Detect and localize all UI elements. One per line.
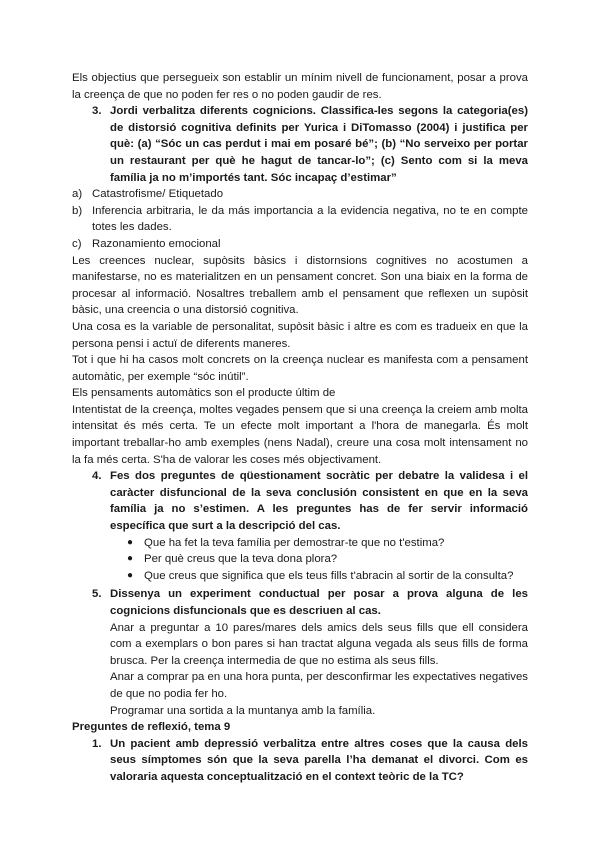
section-title: Preguntes de reflexió, tema 9 <box>72 721 231 734</box>
question-4 <box>72 468 528 534</box>
question-3-text: Jordi verbalitza diferents cognicions. Classifica-les segons la categoria(es) de distorsió cognitiva definits per Yurica i DiTomasso (2004) i justifica per què: (a) “Sóc un cas perdut i mai em posaré bé”; (b) “No serveixo per portar un restaurant per què he hagut de tancar-lo”; (c) Sento com si la meva família ja no m’importés tant. Sóc incapaç d’estimar” <box>110 105 528 184</box>
body-paragraph: Els pensaments automàtics son el producte últim de <box>72 387 336 400</box>
list-item-text: Que creus que significa que els teus fills t'abracin al sortir de la consulta? <box>144 569 514 582</box>
question-4-text: Fes dos preguntes de qüestionament socràtic per debatre la validesa i el caràcter disfuncional de la seva conclusión consistent en que en la seva família ja no s’estimen. A les preguntes has de fer servir informació específica que surt a la descripció del cas. <box>110 470 528 533</box>
list-item <box>72 551 528 568</box>
list-item-text: Per què creus que la teva dona plora? <box>144 553 338 566</box>
body-paragraph: Intentistat de la creença, moltes vegades pensem que si una creença la creiem amb molta intensitat és més certa. Te un efecte molt important a l'hora de manegarla. És molt important treballar-ho amb exemples (nens Nadal), creure una cosa molt intensament no la fa més certa. S'ha de valorar les coses més objectivament. <box>72 403 528 466</box>
intro-paragraph: Els objectius que persegueix son establir un mínim nivell de funcionament, posar a prova la creença de que no poden fer res o no poden gaudir de res. <box>72 72 528 101</box>
question-5-number: 5. <box>92 588 102 601</box>
question-3-number: 3. <box>92 105 102 118</box>
body-paragraph: Tot i que hi ha casos molt concrets on la creença nuclear es manifesta com a pensament automàtic, per exemple “sóc inútil”. <box>72 354 528 383</box>
document-body <box>72 70 528 786</box>
list-item-text: Que ha fet la teva família per demostrar-te que no t'estima? <box>144 536 445 549</box>
answer-text: Catastrofisme/ Etiquetado <box>92 188 224 201</box>
body-paragraph: Les creences nuclear, supòsits bàsics i distornsions cognitives no acostumen a manifestarse, no es materialitzen en un pensament concret. Son una biaix en la forma de procesar al informació. Nosaltres treballem amb el pensament que reflexen un supòsit bàsic, una creencia o una distorsió cognitiva. <box>72 254 528 317</box>
answer-letter: c) <box>72 237 82 250</box>
list-item <box>72 568 528 585</box>
bullet-icon: ● <box>127 569 134 581</box>
bullet-icon: ● <box>127 536 134 548</box>
answer-letter: a) <box>72 188 83 201</box>
answer-3a <box>72 186 528 203</box>
answer-3c <box>72 236 528 253</box>
question-1-number: 1. <box>92 737 102 750</box>
body-paragraph: Una cosa es la variable de personalitat, supòsit bàsic i altre es com es tradueix en que la persona pensi i actuï de diferents maneres. <box>72 320 528 350</box>
answer-text: Razonamiento emocional <box>92 237 221 250</box>
question-3 <box>72 103 528 186</box>
answer-letter: b) <box>72 204 83 217</box>
question-5-text: Dissenya un experiment conductual per posar a prova alguna de les cognicions disfuncionals que es descriuen al cas. <box>110 588 528 617</box>
answer-paragraph: Programar una sortida a la muntanya amb la família. <box>110 704 376 717</box>
question-5 <box>72 586 528 619</box>
question-1-text: Un pacient amb depressió verbalitza entre altres coses que la causa dels seus símptomes són que la seva parella l’ha demanat el divorci. Com es valoraria aquesta conceptualització en el context teòric de la TC? <box>110 737 528 783</box>
question-1 <box>72 736 528 786</box>
answer-paragraph: Anar a preguntar a 10 pares/mares dels amics dels seus fills que ell considera com a exemplars o bon pares si han tractat alguna vegada als seus fills de forma brusca. Per la creença intermedia de que no estima als seus fills. <box>110 621 528 667</box>
answer-text: Inferencia arbitraria, le da más importancia a la evidencia negativa, no te en compte totes les dades. <box>92 204 528 234</box>
answer-paragraph: Anar a comprar pa en una hora punta, per desconfirmar les expectatives negatives de que no podia fer ho. <box>110 671 528 700</box>
answer-3b <box>72 203 528 236</box>
bullet-icon: ● <box>127 553 134 565</box>
question-4-number: 4. <box>92 470 102 483</box>
list-item <box>72 535 528 552</box>
